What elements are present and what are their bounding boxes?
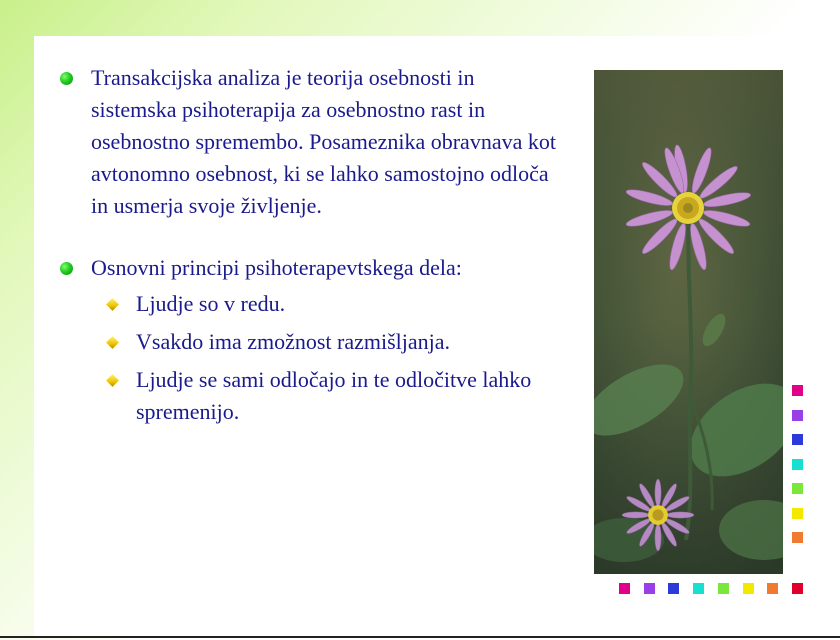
- decorative-square: [792, 483, 803, 494]
- principle-text: Ljudje se sami odločajo in te odločitve lahko spremenijo.: [136, 367, 532, 424]
- list-item: [91, 364, 558, 428]
- decorative-square: [644, 583, 655, 594]
- diamond-bullet-icon: [106, 374, 119, 387]
- principle-text: Ljudje so v redu.: [136, 291, 286, 316]
- green-bullet-icon: [60, 72, 73, 85]
- decorative-square: [792, 508, 803, 519]
- diamond-bullet-icon: [106, 298, 119, 311]
- diamond-bullet-icon: [106, 336, 119, 349]
- list-item: [91, 326, 558, 358]
- flower-photo: [594, 70, 783, 574]
- slide-content: [58, 62, 558, 434]
- decorative-square: [792, 385, 803, 396]
- decorative-square: [693, 583, 704, 594]
- decorative-square: [792, 410, 803, 421]
- bullet-principles: [58, 252, 558, 428]
- green-bullet-icon: [60, 262, 73, 275]
- principle-text: Vsakdo ima zmožnost razmišljanja.: [136, 329, 451, 354]
- decorative-square: [792, 583, 803, 594]
- bottom-divider: [0, 636, 840, 638]
- bullet-intro-text: Transakcijska analiza je teorija osebnosti in sistemska psihoterapija za osebnostno rast in osebnostno spremembo. Posameznika obravnava kot avtonomno osebnost, ki se lahko samostojno odloča in usmerja svoje življenje.: [91, 65, 556, 218]
- list-item: [91, 288, 558, 320]
- principles-list: [91, 288, 558, 428]
- decorative-square: [792, 434, 803, 445]
- decorative-square: [767, 583, 778, 594]
- decorative-square: [792, 532, 803, 543]
- decorative-square: [743, 583, 754, 594]
- bullet-principles-text: Osnovni principi psihoterapevtskega dela:: [91, 255, 462, 280]
- decorative-square: [792, 459, 803, 470]
- decorative-square: [718, 583, 729, 594]
- decorative-square: [619, 583, 630, 594]
- decorative-square: [668, 583, 679, 594]
- bullet-intro: [58, 62, 558, 222]
